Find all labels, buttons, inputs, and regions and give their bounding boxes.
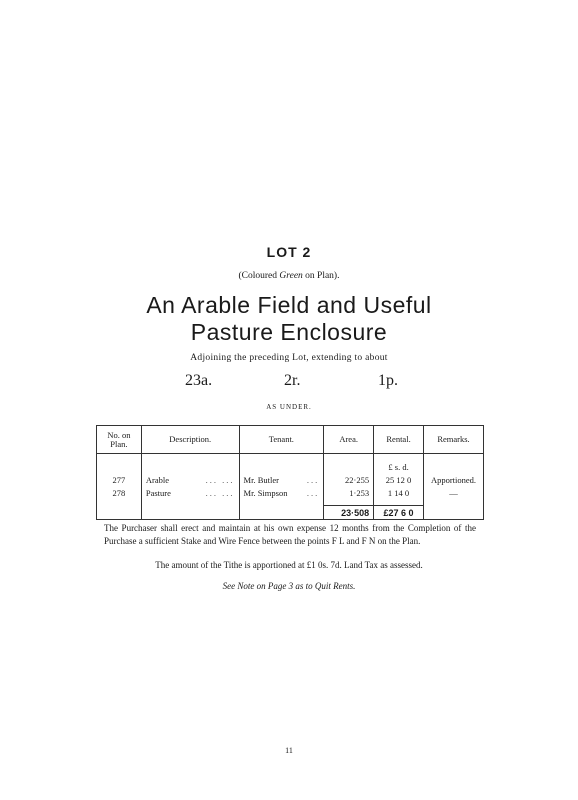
area-roods: 2r.	[284, 372, 301, 389]
currency-units: £ s. d.	[374, 454, 424, 474]
lot-schedule-table	[96, 425, 484, 520]
row-area: 1·253	[324, 486, 374, 506]
page-title	[0, 292, 578, 346]
row-no: 277	[97, 473, 142, 486]
colour-note-colour: Green	[279, 271, 303, 281]
row-rental: 1 14 0	[374, 486, 424, 506]
header-remarks: Remarks.	[423, 426, 483, 454]
purchaser-paragraph: The Purchaser shall erect and maintain at his own expense 12 months from the Completion of the Purchase a sufficient Stake and Wire Fence between the points F L and F N on the Plan.	[104, 523, 476, 546]
row-area: 22·255	[324, 473, 374, 486]
row-tenant: Mr. Butler ...	[239, 473, 324, 486]
row-tenant: Mr. Simpson ...	[239, 486, 324, 506]
total-area: 23·508	[324, 506, 374, 520]
row-remarks: Apportioned.	[423, 473, 483, 486]
totals-row	[97, 506, 484, 520]
row-no: 278	[97, 486, 142, 506]
title-line-1: An Arable Field and Useful	[146, 292, 432, 318]
header-description: Description.	[141, 426, 239, 454]
area-summary	[0, 372, 578, 392]
as-under-label: AS UNDER.	[266, 403, 312, 411]
tithe-text: The amount of the Tithe is apportioned at £1 0s. 7d. Land Tax as assessed.	[155, 560, 423, 570]
table-row	[97, 473, 484, 486]
table-row	[97, 486, 484, 506]
total-rental: £27 6 0	[374, 506, 424, 520]
adjoining-text: Adjoining the preceding Lot, extending to about	[190, 353, 388, 363]
header-rental: Rental.	[374, 426, 424, 454]
colour-note-suffix: on Plan).	[302, 271, 340, 281]
row-rental: 25 12 0	[374, 473, 424, 486]
leader-dots: ... ...	[205, 487, 235, 498]
leader-dots: ... ...	[205, 474, 235, 485]
page-number: 11	[285, 746, 293, 755]
header-tenant: Tenant.	[239, 426, 324, 454]
row-description: Pasture ... ...	[141, 486, 239, 506]
area-acres: 23a.	[185, 372, 213, 389]
area-perches: 1p.	[378, 372, 398, 389]
colour-note-prefix: (Coloured	[238, 271, 280, 281]
row-remarks: —	[423, 486, 483, 506]
table-header-row	[97, 426, 484, 454]
title-line-2: Pasture Enclosure	[190, 319, 388, 345]
header-area: Area.	[324, 426, 374, 454]
row-description: Arable ... ...	[141, 473, 239, 486]
currency-units-row	[97, 454, 484, 474]
header-no-on-plan: No. on Plan.	[97, 426, 142, 454]
lot-heading: LOT 2	[266, 244, 312, 260]
quit-rents-note: See Note on Page 3 as to Quit Rents.	[222, 581, 356, 591]
colour-note	[0, 271, 578, 281]
